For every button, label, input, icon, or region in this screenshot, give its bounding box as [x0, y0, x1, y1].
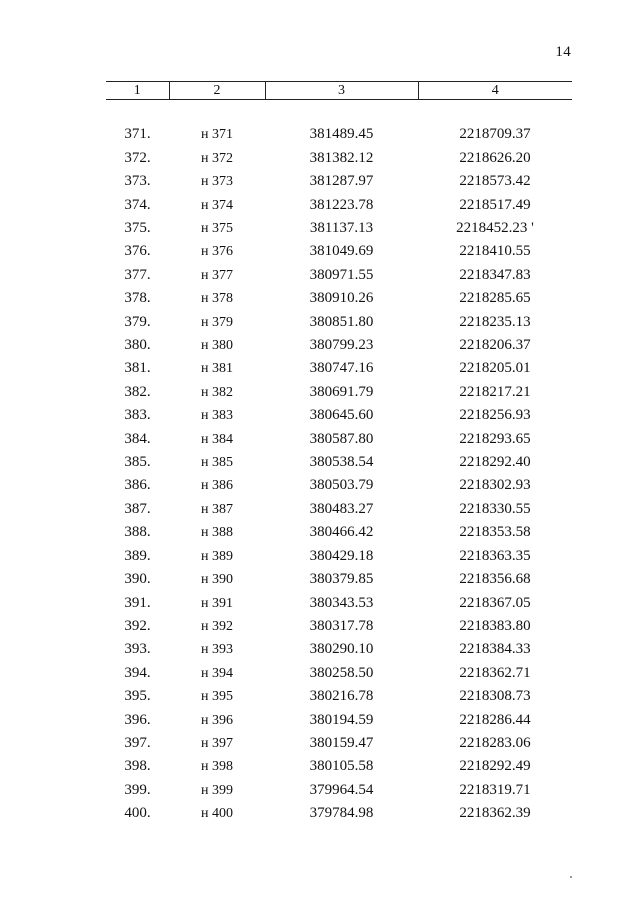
point-id-cell: н 383	[201, 408, 233, 424]
row-number-cell: 380.	[124, 337, 151, 354]
row-number-cell: 394.	[124, 664, 151, 681]
point-id-cell: н 373	[201, 174, 233, 190]
row-number-cell: 386.	[124, 477, 151, 494]
table-row	[106, 240, 572, 263]
table-row	[106, 451, 572, 474]
row-number-cell: 393.	[124, 641, 151, 658]
table-row	[106, 264, 572, 287]
x-coordinate-cell: 380483.27	[309, 500, 374, 517]
table-row	[106, 428, 572, 451]
y-coordinate-cell: 2218362.71	[459, 664, 531, 681]
y-coordinate-cell: 2218383.80	[459, 617, 531, 634]
point-id-cell: н 395	[201, 689, 233, 705]
x-coordinate-cell: 380747.16	[309, 360, 374, 377]
table-row	[106, 474, 572, 497]
y-coordinate-cell: 2218353.58	[459, 524, 531, 541]
y-coordinate-cell: 2218206.37	[459, 337, 531, 354]
row-number-cell: 371.	[124, 126, 151, 143]
x-coordinate-cell: 380466.42	[309, 524, 374, 541]
point-id-cell: н 389	[201, 548, 233, 564]
x-coordinate-cell: 380971.55	[309, 266, 374, 283]
point-id-cell: н 396	[201, 712, 233, 728]
table-row	[106, 615, 572, 638]
x-coordinate-cell: 381382.12	[309, 149, 374, 166]
x-coordinate-cell: 380691.79	[309, 383, 374, 400]
table-row	[106, 592, 572, 615]
x-coordinate-cell: 380645.60	[309, 407, 374, 424]
table-row	[106, 287, 572, 310]
row-number-cell: 389.	[124, 547, 151, 564]
table-row	[106, 194, 572, 217]
header-col-4: 4	[418, 82, 572, 100]
row-number-cell: 382.	[124, 383, 151, 400]
y-coordinate-cell: 2218410.55	[459, 243, 531, 260]
x-coordinate-cell: 379964.54	[309, 781, 374, 798]
x-coordinate-cell: 380587.80	[309, 430, 374, 447]
x-coordinate-cell: 380851.80	[309, 313, 374, 330]
x-coordinate-cell: 381223.78	[309, 196, 374, 213]
point-id-cell: н 387	[201, 501, 233, 517]
point-id-cell: н 393	[201, 642, 233, 658]
y-coordinate-cell: 2218285.65	[459, 290, 531, 307]
x-coordinate-cell: 381137.13	[309, 220, 374, 237]
x-coordinate-cell: 380429.18	[309, 547, 374, 564]
table-row	[106, 381, 572, 404]
point-id-cell: н 399	[201, 782, 233, 798]
point-id-cell: н 382	[201, 384, 233, 400]
table-row	[106, 709, 572, 732]
x-coordinate-cell: 380105.58	[309, 758, 374, 775]
row-number-cell: 375.	[124, 220, 151, 237]
point-id-cell: н 386	[201, 478, 233, 494]
header-row	[106, 82, 572, 100]
x-coordinate-cell: 380343.53	[309, 594, 374, 611]
y-coordinate-cell: 2218256.93	[459, 407, 531, 424]
table-header	[106, 82, 572, 100]
y-coordinate-cell: 2218308.73	[459, 688, 531, 705]
point-id-cell: н 391	[201, 595, 233, 611]
row-number-cell: 400.	[124, 805, 151, 822]
point-id-cell: н 397	[201, 735, 233, 751]
x-coordinate-cell: 380379.85	[309, 571, 374, 588]
point-id-cell: н 372	[201, 150, 233, 166]
row-number-cell: 374.	[124, 196, 151, 213]
point-id-cell: н 374	[201, 197, 233, 213]
x-coordinate-cell: 379784.98	[309, 805, 374, 822]
header-col-3: 3	[265, 82, 418, 100]
point-id-cell: н 390	[201, 572, 233, 588]
x-coordinate-cell: 380258.50	[309, 664, 374, 681]
x-coordinate-cell: 380538.54	[309, 454, 374, 471]
point-id-cell: н 392	[201, 618, 233, 634]
row-number-cell: 377.	[124, 266, 151, 283]
row-number-cell: 398.	[124, 758, 151, 775]
point-id-cell: н 384	[201, 431, 233, 447]
y-coordinate-cell: 2218330.55	[459, 500, 531, 517]
y-coordinate-cell: 2218292.49	[459, 758, 531, 775]
point-id-cell: н 378	[201, 291, 233, 307]
table-row	[106, 498, 572, 521]
y-coordinate-cell: 2218384.33	[459, 641, 531, 658]
point-id-cell: н 377	[201, 267, 233, 283]
y-coordinate-cell: 2218217.21	[459, 383, 531, 400]
y-coordinate-cell: 2218292.40	[459, 454, 531, 471]
scan-speck	[570, 876, 572, 878]
table-row	[106, 779, 572, 802]
point-id-cell: н 394	[201, 665, 233, 681]
row-number-cell: 392.	[124, 617, 151, 634]
y-coordinate-cell: 2218363.35	[459, 547, 531, 564]
x-coordinate-cell: 380290.10	[309, 641, 374, 658]
y-coordinate-cell: 2218356.68	[459, 571, 531, 588]
y-coordinate-cell: 2218286.44	[459, 711, 531, 728]
row-number-cell: 388.	[124, 524, 151, 541]
row-number-cell: 381.	[124, 360, 151, 377]
coordinates-table	[106, 81, 572, 826]
row-number-cell: 390.	[124, 571, 151, 588]
point-id-cell: н 381	[201, 361, 233, 377]
x-coordinate-cell: 380216.78	[309, 688, 374, 705]
x-coordinate-cell: 380317.78	[309, 617, 374, 634]
point-id-cell: н 400	[201, 806, 233, 822]
header-col-2: 2	[169, 82, 265, 100]
point-id-cell: н 380	[201, 338, 233, 354]
y-coordinate-cell: 2218302.93	[459, 477, 531, 494]
row-number-cell: 399.	[124, 781, 151, 798]
x-coordinate-cell: 380159.47	[309, 734, 374, 751]
x-coordinate-cell: 380194.59	[309, 711, 374, 728]
point-id-cell: н 379	[201, 314, 233, 330]
header-col-1: 1	[106, 82, 169, 100]
table-row	[106, 217, 572, 240]
table-row	[106, 521, 572, 544]
row-number-cell: 376.	[124, 243, 151, 260]
row-number-cell: 391.	[124, 594, 151, 611]
table-row	[106, 334, 572, 357]
y-coordinate-cell: 2218573.42	[459, 173, 531, 190]
y-coordinate-cell: 2218362.39	[459, 805, 531, 822]
point-id-cell: н 375	[201, 221, 233, 237]
x-coordinate-cell: 381287.97	[309, 173, 374, 190]
table-row	[106, 147, 572, 170]
table-row	[106, 170, 572, 193]
y-coordinate-cell: 2218347.83	[459, 266, 531, 283]
row-number-cell: 372.	[124, 149, 151, 166]
row-number-cell: 383.	[124, 407, 151, 424]
row-number-cell: 395.	[124, 688, 151, 705]
row-number-cell: 384.	[124, 430, 151, 447]
x-coordinate-cell: 380799.23	[309, 337, 374, 354]
point-id-cell: н 385	[201, 455, 233, 471]
y-coordinate-cell: 2218626.20	[459, 149, 531, 166]
y-coordinate-cell: 2218367.05	[459, 594, 531, 611]
y-coordinate-cell: 2218205.01	[459, 360, 531, 377]
table-row	[106, 404, 572, 427]
y-coordinate-cell: 2218283.06	[459, 734, 531, 751]
row-number-cell: 397.	[124, 734, 151, 751]
y-coordinate-cell: 2218293.65	[459, 430, 531, 447]
page-number: 14	[555, 44, 571, 60]
y-coordinate-cell: 2218452.23 '	[456, 220, 534, 237]
x-coordinate-cell: 380503.79	[309, 477, 374, 494]
row-number-cell: 379.	[124, 313, 151, 330]
table-row	[106, 638, 572, 661]
x-coordinate-cell: 381489.45	[309, 126, 374, 143]
table-row	[106, 545, 572, 568]
table-row	[106, 802, 572, 825]
table-row	[106, 732, 572, 755]
point-id-cell: н 398	[201, 759, 233, 775]
row-number-cell: 396.	[124, 711, 151, 728]
row-number-cell: 378.	[124, 290, 151, 307]
table-row	[106, 662, 572, 685]
y-coordinate-cell: 2218517.49	[459, 196, 531, 213]
row-number-cell: 385.	[124, 454, 151, 471]
point-id-cell: н 388	[201, 525, 233, 541]
table-row	[106, 123, 572, 146]
table-row	[106, 755, 572, 778]
y-coordinate-cell: 2218235.13	[459, 313, 531, 330]
table-body	[106, 100, 572, 826]
row-number-cell: 373.	[124, 173, 151, 190]
table-row	[106, 685, 572, 708]
y-coordinate-cell: 2218319.71	[459, 781, 531, 798]
row-number-cell: 387.	[124, 500, 151, 517]
point-id-cell: н 376	[201, 244, 233, 260]
spacer-row	[106, 100, 572, 124]
table-row	[106, 311, 572, 334]
table-row	[106, 357, 572, 380]
x-coordinate-cell: 380910.26	[309, 290, 374, 307]
point-id-cell: н 371	[201, 127, 233, 143]
y-coordinate-cell: 2218709.37	[459, 126, 531, 143]
table-row	[106, 568, 572, 591]
x-coordinate-cell: 381049.69	[309, 243, 374, 260]
